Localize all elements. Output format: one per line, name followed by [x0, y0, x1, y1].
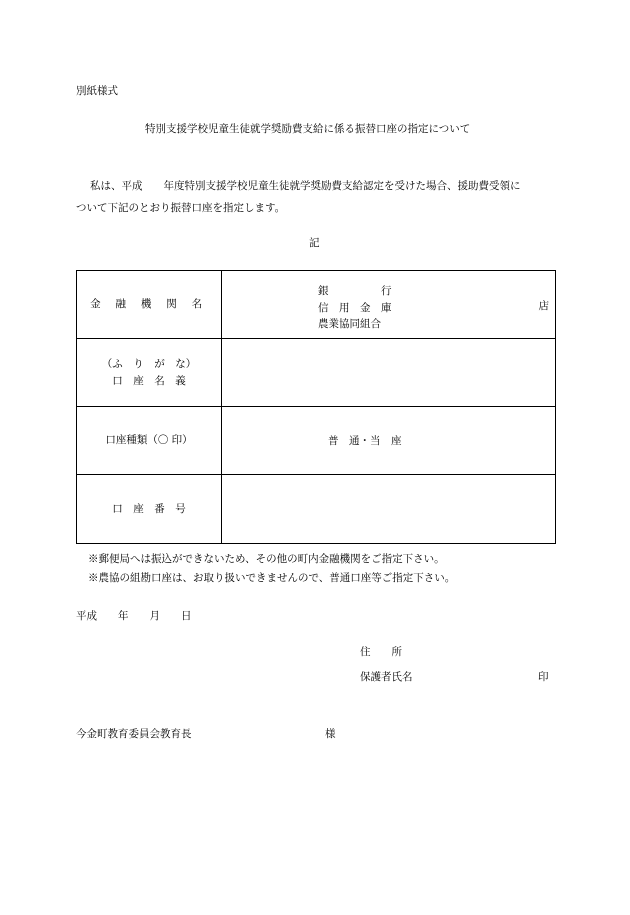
bank-type-ginko: 銀 行: [318, 285, 392, 297]
account-number-value-cell[interactable]: [222, 475, 556, 544]
account-type-label: 口座種類（〇 印）: [105, 434, 193, 447]
body-line-2: ついて下記のとおり振替口座を指定します。: [76, 202, 286, 214]
address-label: 住 所: [360, 646, 402, 658]
document-title: 特別支援学校児童生徒就学奨励費支給に係る振替口座の指定について: [145, 123, 471, 135]
account-name-label: 口 座 名 義: [112, 374, 186, 387]
bank-name-value-cell[interactable]: [222, 271, 556, 339]
bank-type-shinkin: 信 用 金 庫: [318, 301, 392, 314]
ki-heading: 記: [309, 237, 320, 249]
body-line-1: 私は、平成 年度特別支援学校児童生徒就学奨励費支給認定を受けた場合、援助費受領に: [90, 180, 521, 192]
seal-mark: 印: [538, 671, 549, 683]
addressee: 今金町教育委員会教育長: [76, 728, 192, 740]
furigana-label: （ふ り が な）: [101, 358, 197, 370]
honorific-sama: 様: [325, 728, 336, 740]
account-form-table: [76, 270, 556, 544]
account-name-label-cell: [77, 339, 222, 407]
note-nokyo: ※農協の組勘口座は、お取り扱いできませんので、普通口座等ご指定下さい。: [88, 572, 456, 584]
account-name-value-cell[interactable]: [222, 339, 556, 407]
guardian-name-label: 保護者氏名: [360, 671, 413, 683]
date-line: 平成 年 月 日: [76, 610, 192, 622]
account-number-label: 口 座 番 号: [112, 502, 186, 515]
account-type-value-cell[interactable]: [222, 407, 556, 475]
form-label: 別紙様式: [76, 85, 118, 97]
bank-type-options: [318, 286, 392, 330]
bank-name-label-cell: [77, 271, 222, 339]
bank-type-nokyo: 農業協同組合: [318, 318, 381, 330]
account-type-options: 普 通・当 座: [328, 435, 402, 447]
branch-label: 店: [538, 300, 549, 312]
note-post-office: ※郵便局へは振込ができないため、その他の町内金融機関をご指定下さい。: [88, 553, 445, 565]
account-number-label-cell: [77, 475, 222, 544]
account-type-label-cell: [77, 407, 222, 475]
bank-name-label: 金 融 機 関 名: [90, 298, 208, 311]
